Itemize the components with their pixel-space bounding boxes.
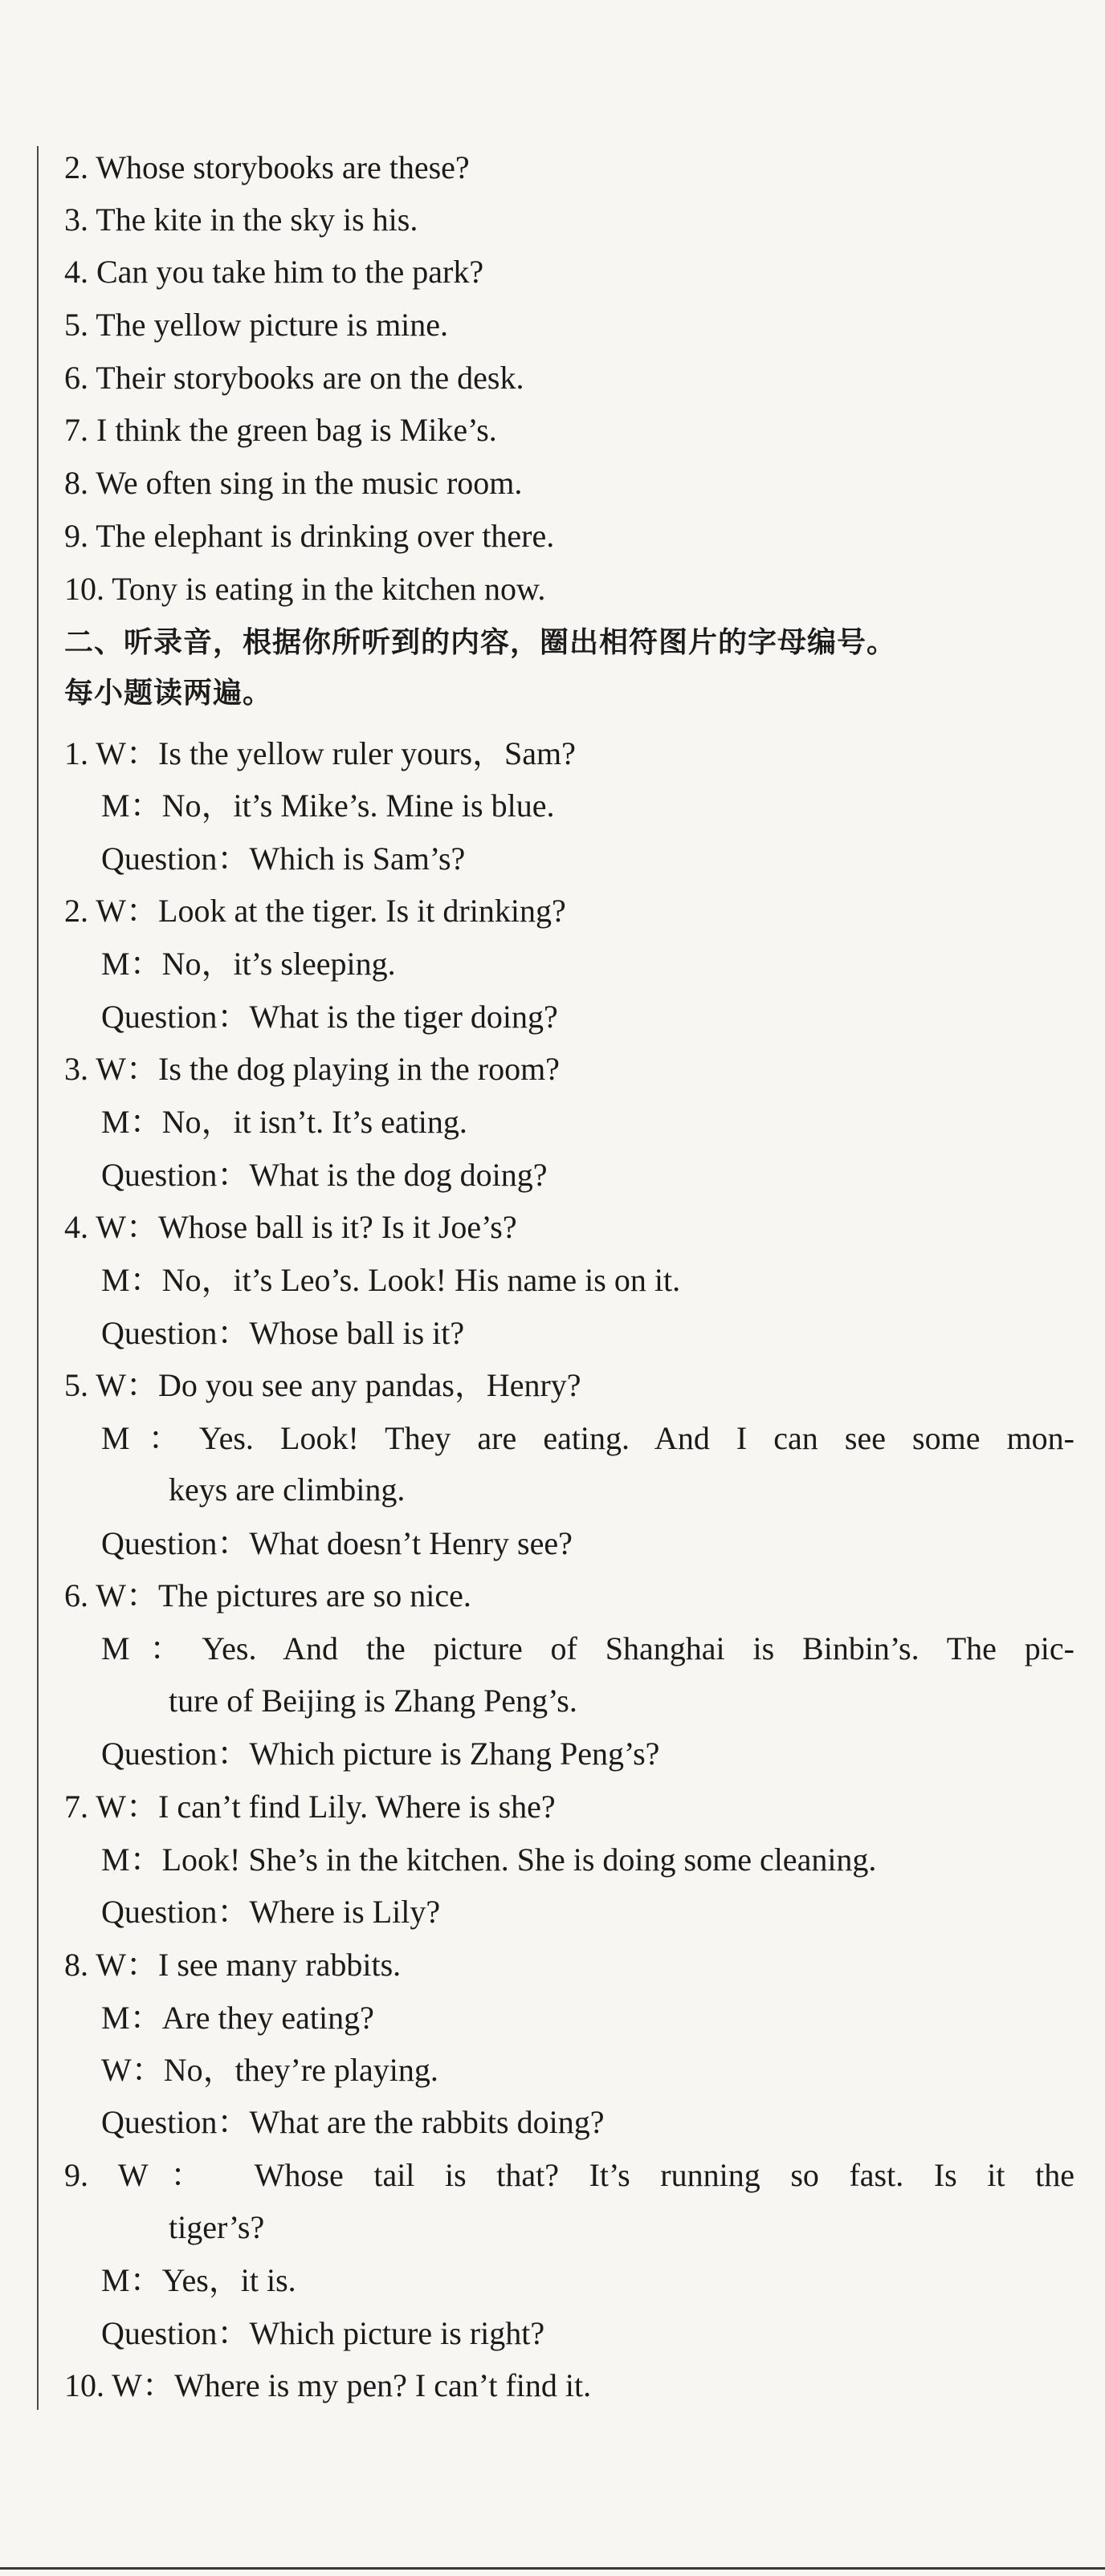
sentence-3: 3. The kite in the sky is his.: [64, 201, 418, 238]
dialogue-5-man-cont: keys are climbing.: [169, 1471, 406, 1508]
dialogue-9-woman: 9. W： Whose tail is that? It’s running so fast. Is it the: [64, 2157, 1074, 2193]
dialogue-9-man: M：Yes，it is.: [101, 2262, 296, 2298]
sentence-2: 2. Whose storybooks are these?: [64, 149, 470, 185]
dialogue-1-man: M：No，it’s Mike’s. Mine is blue.: [101, 787, 555, 824]
sentence-8: 8. We often sing in the music room.: [64, 465, 523, 501]
dialogue-2-man: M：No，it’s sleeping.: [101, 946, 396, 982]
dialogue-5-man: M：Yes. Look! They are eating. And I can see some mon-: [101, 1420, 1074, 1456]
dialogue-6-question: Question：Which picture is Zhang Peng’s?: [101, 1736, 660, 1772]
left-margin-rule: [37, 146, 39, 2410]
section-2-heading-cont: 每小题读两遍。: [64, 677, 273, 710]
dialogue-6-man: M：Yes. And the picture of Shanghai is Binbin’s. The pic-: [101, 1630, 1074, 1666]
sentence-6: 6. Their storybooks are on the desk.: [64, 360, 524, 396]
dialogue-2-woman: 2. W：Look at the tiger. Is it drinking?: [64, 893, 566, 929]
dialogue-4-question: Question：Whose ball is it?: [101, 1315, 465, 1351]
dialogue-2-question: Question：What is the tiger doing?: [101, 999, 558, 1035]
dialogue-3-man: M：No，it isn’t. It’s eating.: [101, 1104, 467, 1140]
dialogue-8-question: Question：What are the rabbits doing?: [101, 2104, 605, 2140]
dialogue-5-woman: 5. W：Do you see any pandas，Henry?: [64, 1367, 581, 1403]
sentence-7: 7. I think the green bag is Mike’s.: [64, 412, 497, 448]
section-2-heading: 二、听录音，根据你所听到的内容，圈出相符图片的字母编号。: [64, 626, 897, 659]
dialogue-4-man: M：No，it’s Leo’s. Look! His name is on it.: [101, 1262, 681, 1298]
sentence-4: 4. Can you take him to the park?: [64, 254, 484, 290]
dialogue-9-question: Question：Which picture is right?: [101, 2315, 545, 2351]
dialogue-3-woman: 3. W：Is the dog playing in the room?: [64, 1051, 560, 1087]
sentence-5: 5. The yellow picture is mine.: [64, 307, 449, 343]
dialogue-3-question: Question：What is the dog doing?: [101, 1157, 548, 1193]
page-bottom-rule: [0, 2567, 1105, 2570]
dialogue-8-woman-reply: W：No，they’re playing.: [101, 2052, 438, 2088]
dialogue-1-question: Question：Which is Sam’s?: [101, 840, 466, 877]
sentence-10: 10. Tony is eating in the kitchen now.: [64, 571, 546, 607]
dialogue-1-woman: 1. W：Is the yellow ruler yours，Sam?: [64, 735, 576, 771]
dialogue-7-man: M：Look! She’s in the kitchen. She is doing some cleaning.: [101, 1841, 877, 1878]
dialogue-6-man-cont: ture of Beijing is Zhang Peng’s.: [169, 1683, 577, 1719]
dialogue-5-question: Question：What doesn’t Henry see?: [101, 1525, 573, 1561]
dialogue-8-woman: 8. W：I see many rabbits.: [64, 1947, 402, 1983]
dialogue-8-man: M：Are they eating?: [101, 2000, 374, 2036]
dialogue-7-question: Question：Where is Lily?: [101, 1894, 441, 1930]
dialogue-6-woman: 6. W：The pictures are so nice.: [64, 1577, 471, 1614]
dialogue-10-woman: 10. W：Where is my pen? I can’t find it.: [64, 2367, 592, 2403]
dialogue-7-woman: 7. W：I can’t find Lily. Where is she?: [64, 1789, 556, 1825]
sentence-9: 9. The elephant is drinking over there.: [64, 518, 555, 554]
dialogue-4-woman: 4. W：Whose ball is it? Is it Joe’s?: [64, 1209, 517, 1245]
dialogue-9-woman-cont: tiger’s?: [169, 2209, 265, 2245]
